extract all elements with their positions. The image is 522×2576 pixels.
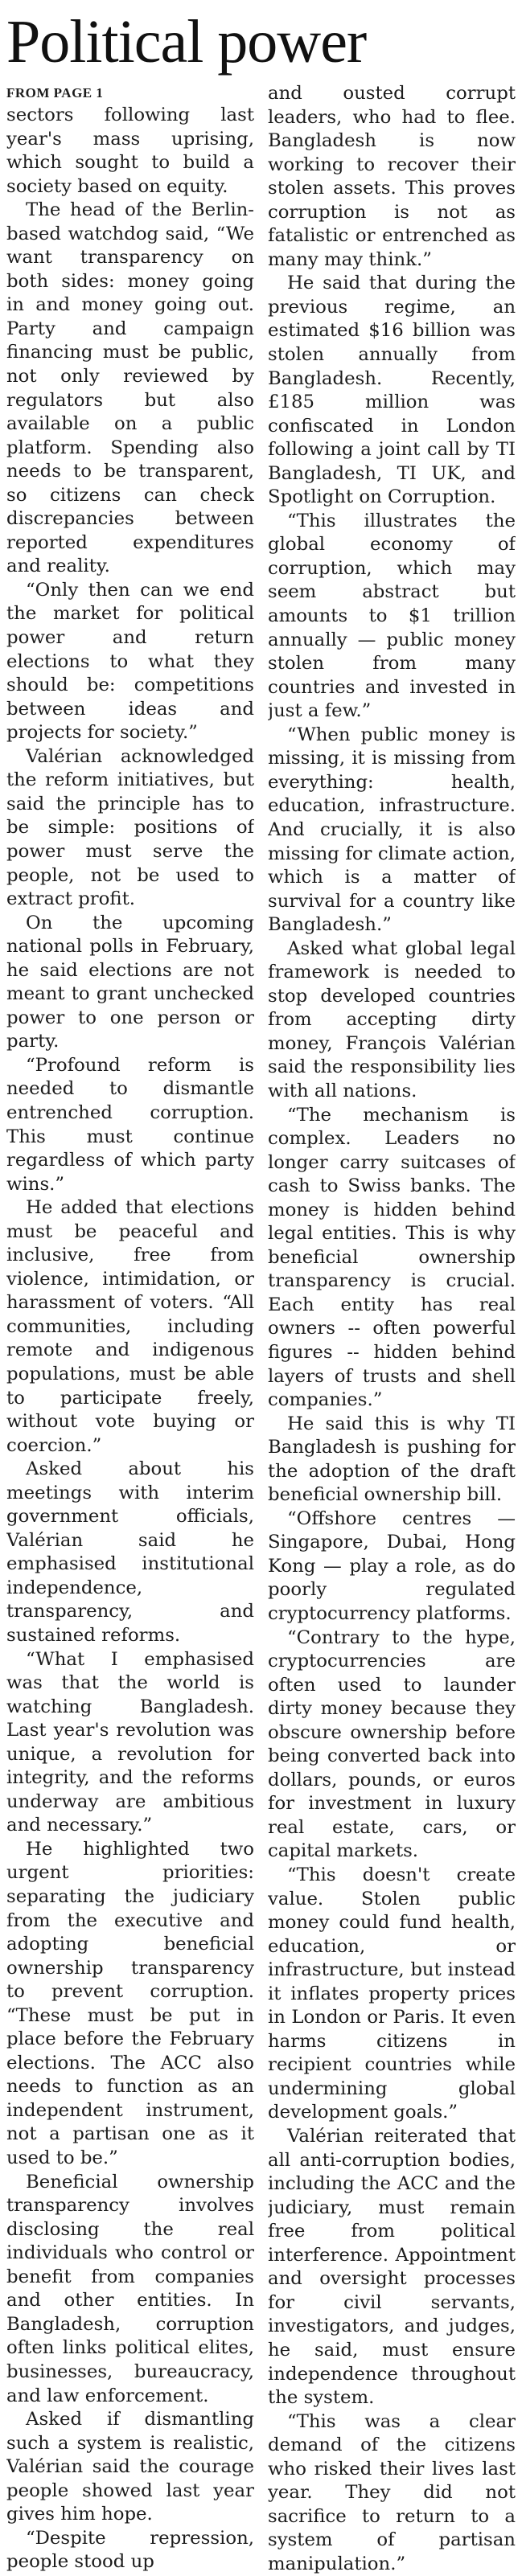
paragraph: sectors following last year's mass uprising, which sought to build a society based on equity.	[6, 105, 254, 197]
paragraph: “This illustrates the global economy of corruption, which may seem abstract but amounts to $1 trillion annually — public money stolen from many countries and invested in just a few.”	[268, 510, 516, 722]
article-headline: Political power	[6, 8, 367, 76]
paragraph: Asked what global legal framework is needed to stop developed countries from accepting dirty money, François Valérian said the responsibility lies with all nations.	[268, 937, 516, 1101]
paragraph: Asked about his meetings with interim government officials, Valérian said he emphasised institutional independence, transparency, and sustained reforms.	[6, 1458, 254, 1646]
paragraph: and ousted corrupt leaders, who had to flee. Bangladesh is now working to recover their stolen assets. This proves corruption is not as fatalistic or entrenched as many may think.”	[268, 83, 516, 270]
paragraph: “What I emphasised was that the world is watching Bangladesh. Last year's revolution was unique, a revolution for integrity, and the reforms underway are ambitious and necessary.”	[6, 1648, 254, 1836]
paragraph: “Despite repression, people stood up	[6, 2527, 254, 2573]
paragraph: “This was a clear demand of the citizens who risked their lives last year. They did not sacrifice to return to a system of partisan manipulation.”	[268, 2410, 516, 2574]
paragraph: “Profound reform is needed to dismantle entrenched corruption. This must continue regardless of which party wins.”	[6, 1054, 254, 1195]
paragraph: “Contrary to the hype, cryptocurrencies are often used to launder dirty money because they obscure ownership before being converted back into dollars, pounds, or euros for investment in luxury real estate, cars, or capital markets.	[268, 1626, 516, 1862]
paragraph: He highlighted two urgent priorities: separating the judiciary from the executive and adopting beneficial ownership transparency to prevent corruption. “These must be put in place before the February elections. The ACC also needs to function as an independent instrument, not a partisan one as it used to be.”	[6, 1838, 254, 2169]
paragraph: On the upcoming national polls in February, he said elections are not meant to grant unchecked power to one person or party.	[6, 912, 254, 1052]
paragraph: He said that during the previous regime, an estimated $16 billion was stolen annually from Bangladesh. Recently, £185 million was confiscated in London following a joint call by TI Bangladesh, TI UK, and Spotlight on Corruption.	[268, 273, 516, 508]
paragraph: The head of the Berlin-based watchdog said, “We want transparency on both sides: money going in and money going out. Party and campaign financing must be public, not only reviewed by regulators but also available on a public platform. Spending also needs to be transparent, so citizens can check discrepancies between reported expenditures and reality.	[6, 199, 254, 577]
article-body	[6, 82, 516, 2576]
paragraph: “The mechanism is complex. Leaders no longer carry suitcases of cash to Swiss banks. The money is hidden behind legal entities. This is why beneficial ownership transparency is crucial. Each entity has real owners -- often powerful figures -- hidden behind layers of trusts and shell companies.”	[268, 1104, 516, 1411]
paragraph: “Offshore centres — Singapore, Dubai, Hong Kong — play a role, as do poorly regulated cryptocurrency platforms.	[268, 1507, 516, 1624]
paragraph: “This doesn't create value. Stolen public money could fund health, education, or infrastructure, but instead it inflates property prices in London or Paris. It even harms citizens in recipient countries while undermining global development goals.”	[268, 1864, 516, 2123]
continuation-kicker: FROM PAGE 1	[6, 85, 104, 100]
left-column	[6, 82, 254, 2576]
paragraph: He added that elections must be peaceful and inclusive, free from violence, intimidation, or harassment of voters. “All communities, including remote and indigenous populations, must be able to participate freely, without vote buying or coercion.”	[6, 1197, 254, 1456]
paragraph: Beneficial ownership transparency involves disclosing the real individuals who control or benefit from companies and other entities. In Bangladesh, corruption often links political elites, businesses, bureaucracy, and law enforcement.	[6, 2171, 254, 2406]
paragraph: Asked if dismantling such a system is realistic, Valérian said the courage people showed last year gives him hope.	[6, 2409, 254, 2525]
paragraph: “When public money is missing, it is missing from everything: health, education, infrastructure. And crucially, it is also missing for climate action, which is a matter of survival for a country like Bangladesh.”	[268, 724, 516, 936]
paragraph: Valérian acknowledged the reform initiatives, but said the principle has to be simple: positions of power must serve the people, not be used to extract profit.	[6, 745, 254, 910]
right-column	[268, 82, 516, 2576]
paragraph: Valérian reiterated that all anti-corruption bodies, including the ACC and the judiciary, must remain free from political interference. Appointment and oversight processes for civil servants, investigators, and judges, he said, must ensure independence throughout the system.	[268, 2126, 516, 2409]
paragraph: He said this is why TI Bangladesh is pushing for the adoption of the draft beneficial ownership bill.	[268, 1413, 516, 1506]
paragraph: “Only then can we end the market for political power and return elections to what they should be: competitions between ideas and projects for society.”	[6, 579, 254, 744]
